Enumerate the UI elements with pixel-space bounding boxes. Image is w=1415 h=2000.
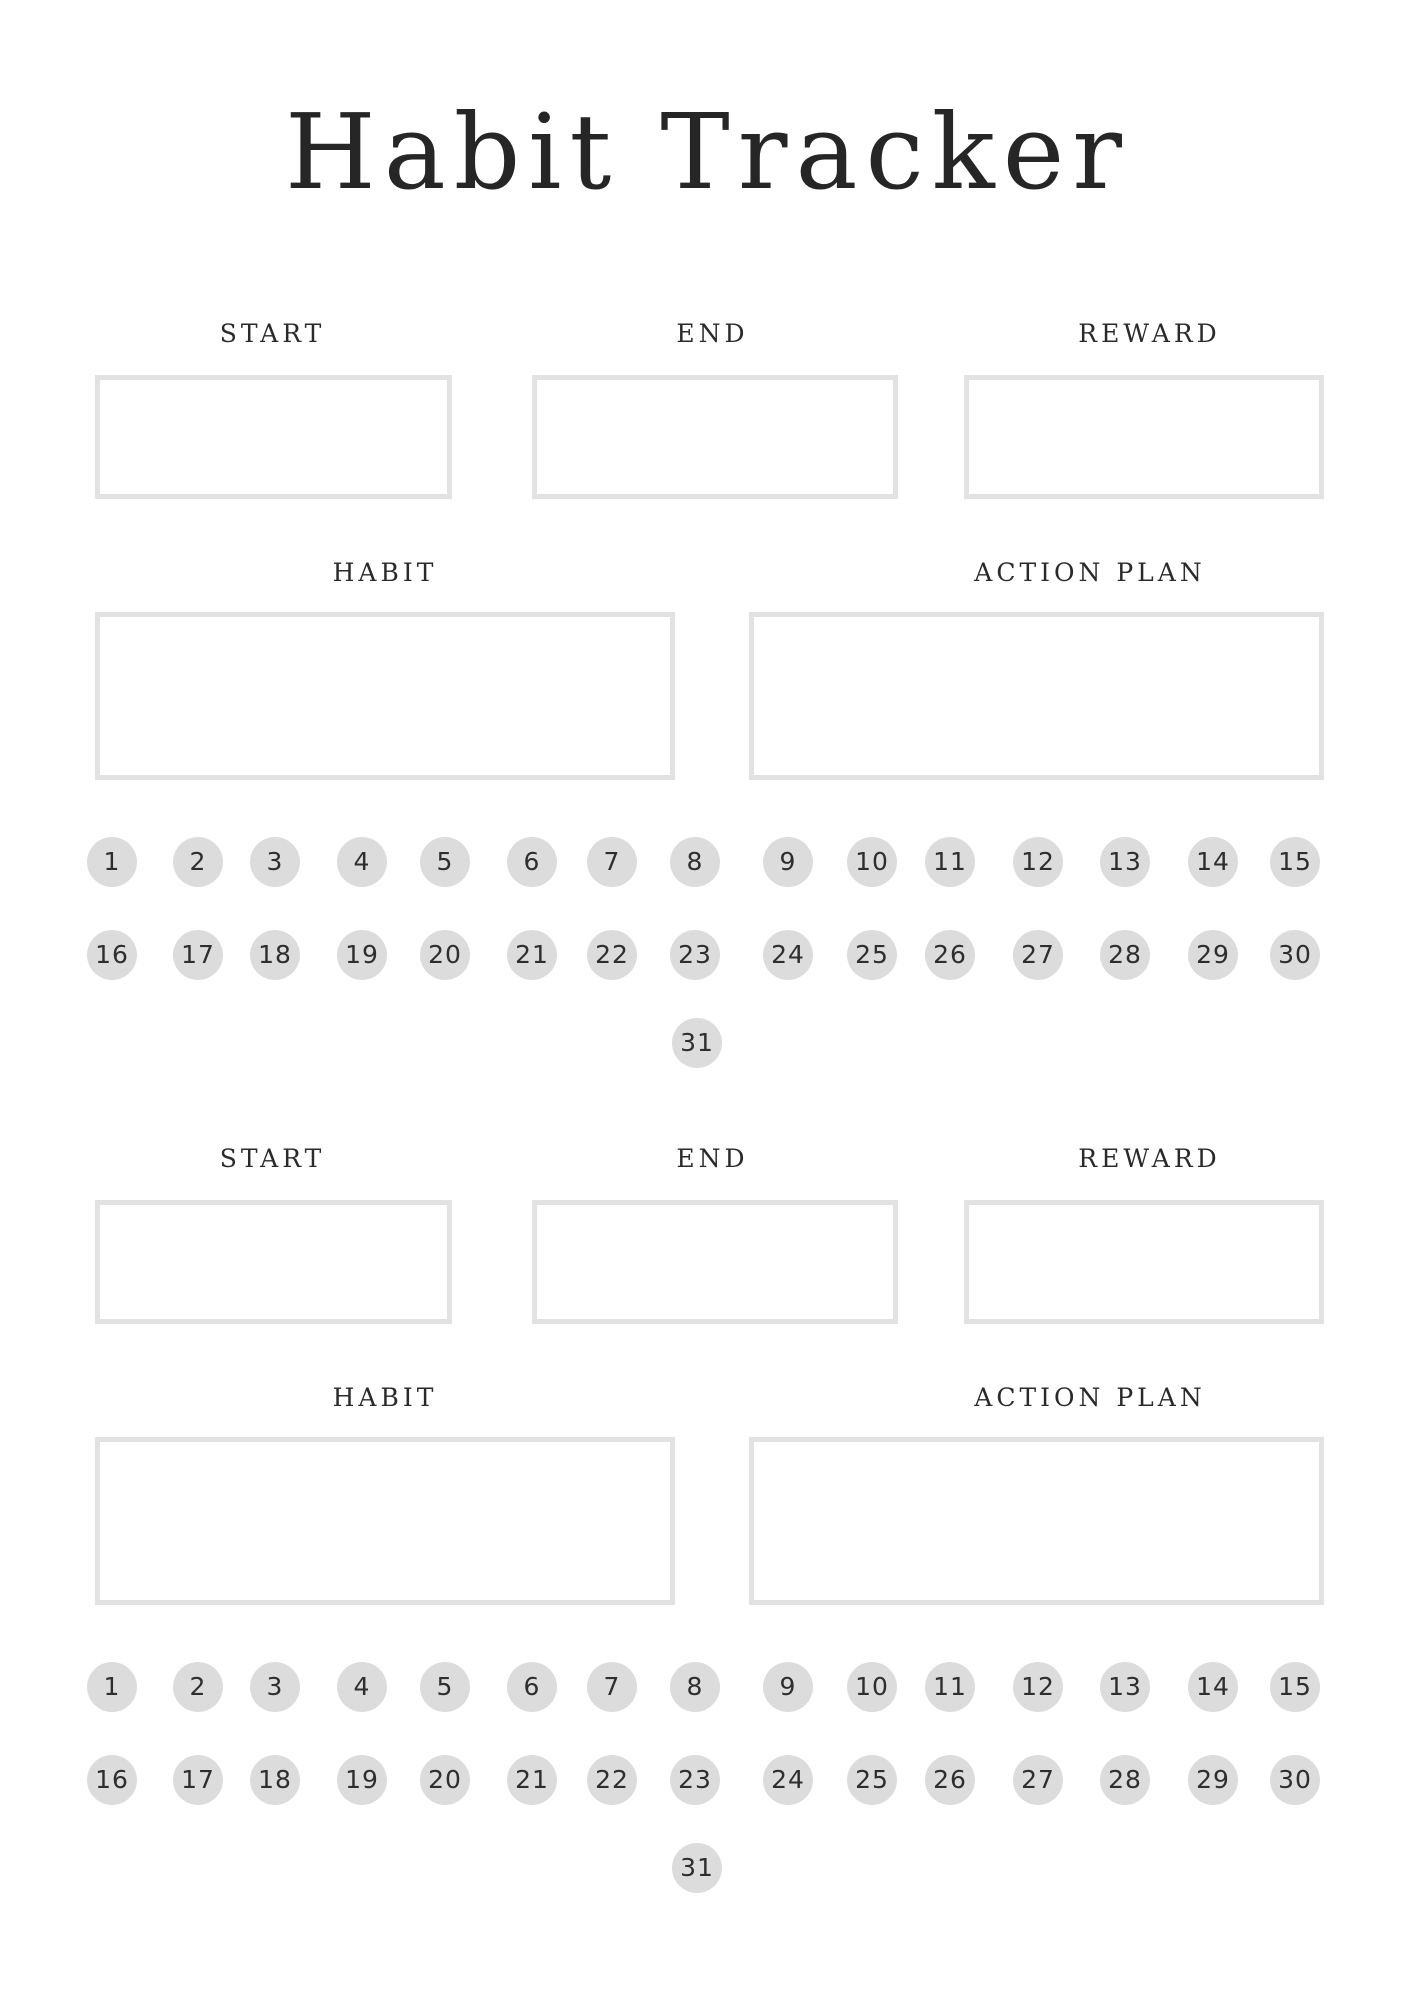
day-22[interactable]: 22 — [587, 930, 637, 980]
start-field[interactable] — [95, 375, 452, 499]
day-12[interactable]: 12 — [1013, 837, 1063, 887]
day-29[interactable]: 29 — [1188, 1755, 1238, 1805]
day-18[interactable]: 18 — [250, 1755, 300, 1805]
habit-field[interactable] — [95, 1437, 675, 1605]
day-26[interactable]: 26 — [925, 1755, 975, 1805]
habit-field[interactable] — [95, 612, 675, 780]
day-17[interactable]: 17 — [173, 1755, 223, 1805]
start-label: START — [219, 319, 326, 348]
day-3[interactable]: 3 — [250, 837, 300, 887]
day-1[interactable]: 1 — [87, 1662, 137, 1712]
day-31[interactable]: 31 — [672, 1843, 722, 1893]
day-tracker — [0, 1662, 1415, 1902]
day-2[interactable]: 2 — [173, 1662, 223, 1712]
day-5[interactable]: 5 — [420, 837, 470, 887]
day-10[interactable]: 10 — [847, 837, 897, 887]
day-30[interactable]: 30 — [1270, 930, 1320, 980]
day-6[interactable]: 6 — [507, 837, 557, 887]
day-17[interactable]: 17 — [173, 930, 223, 980]
day-21[interactable]: 21 — [507, 1755, 557, 1805]
action-plan-field[interactable] — [749, 1437, 1324, 1605]
day-27[interactable]: 27 — [1013, 1755, 1063, 1805]
end-field[interactable] — [532, 1200, 898, 1324]
action-plan-label: ACTION PLAN — [974, 1383, 1206, 1412]
day-9[interactable]: 9 — [763, 837, 813, 887]
day-6[interactable]: 6 — [507, 1662, 557, 1712]
day-13[interactable]: 13 — [1100, 837, 1150, 887]
end-field[interactable] — [532, 375, 898, 499]
day-7[interactable]: 7 — [587, 1662, 637, 1712]
day-1[interactable]: 1 — [87, 837, 137, 887]
reward-label: REWARD — [1078, 319, 1221, 348]
day-21[interactable]: 21 — [507, 930, 557, 980]
day-24[interactable]: 24 — [763, 930, 813, 980]
day-16[interactable]: 16 — [87, 1755, 137, 1805]
day-28[interactable]: 28 — [1100, 1755, 1150, 1805]
day-20[interactable]: 20 — [420, 1755, 470, 1805]
day-20[interactable]: 20 — [420, 930, 470, 980]
day-27[interactable]: 27 — [1013, 930, 1063, 980]
day-12[interactable]: 12 — [1013, 1662, 1063, 1712]
day-30[interactable]: 30 — [1270, 1755, 1320, 1805]
day-11[interactable]: 11 — [925, 1662, 975, 1712]
day-31[interactable]: 31 — [672, 1018, 722, 1068]
day-10[interactable]: 10 — [847, 1662, 897, 1712]
day-19[interactable]: 19 — [337, 930, 387, 980]
action-plan-field[interactable] — [749, 612, 1324, 780]
end-label: END — [676, 1144, 749, 1173]
habit-label: HABIT — [332, 558, 438, 587]
start-label: START — [219, 1144, 326, 1173]
reward-field[interactable] — [964, 375, 1324, 499]
day-8[interactable]: 8 — [670, 837, 720, 887]
day-15[interactable]: 15 — [1270, 1662, 1320, 1712]
day-8[interactable]: 8 — [670, 1662, 720, 1712]
day-25[interactable]: 25 — [847, 1755, 897, 1805]
day-14[interactable]: 14 — [1188, 837, 1238, 887]
day-4[interactable]: 4 — [337, 1662, 387, 1712]
day-19[interactable]: 19 — [337, 1755, 387, 1805]
day-14[interactable]: 14 — [1188, 1662, 1238, 1712]
reward-field[interactable] — [964, 1200, 1324, 1324]
day-7[interactable]: 7 — [587, 837, 637, 887]
day-16[interactable]: 16 — [87, 930, 137, 980]
action-plan-label: ACTION PLAN — [974, 558, 1206, 587]
day-23[interactable]: 23 — [670, 930, 720, 980]
day-23[interactable]: 23 — [670, 1755, 720, 1805]
day-2[interactable]: 2 — [173, 837, 223, 887]
day-4[interactable]: 4 — [337, 837, 387, 887]
day-11[interactable]: 11 — [925, 837, 975, 887]
start-field[interactable] — [95, 1200, 452, 1324]
day-13[interactable]: 13 — [1100, 1662, 1150, 1712]
day-5[interactable]: 5 — [420, 1662, 470, 1712]
reward-label: REWARD — [1078, 1144, 1221, 1173]
day-28[interactable]: 28 — [1100, 930, 1150, 980]
habit-section-2 — [0, 825, 1415, 1882]
day-18[interactable]: 18 — [250, 930, 300, 980]
day-3[interactable]: 3 — [250, 1662, 300, 1712]
day-24[interactable]: 24 — [763, 1755, 813, 1805]
day-25[interactable]: 25 — [847, 930, 897, 980]
day-22[interactable]: 22 — [587, 1755, 637, 1805]
day-15[interactable]: 15 — [1270, 837, 1320, 887]
day-29[interactable]: 29 — [1188, 930, 1238, 980]
page-title: Habit Tracker — [285, 91, 1130, 213]
habit-label: HABIT — [332, 1383, 438, 1412]
day-26[interactable]: 26 — [925, 930, 975, 980]
day-9[interactable]: 9 — [763, 1662, 813, 1712]
end-label: END — [676, 319, 749, 348]
